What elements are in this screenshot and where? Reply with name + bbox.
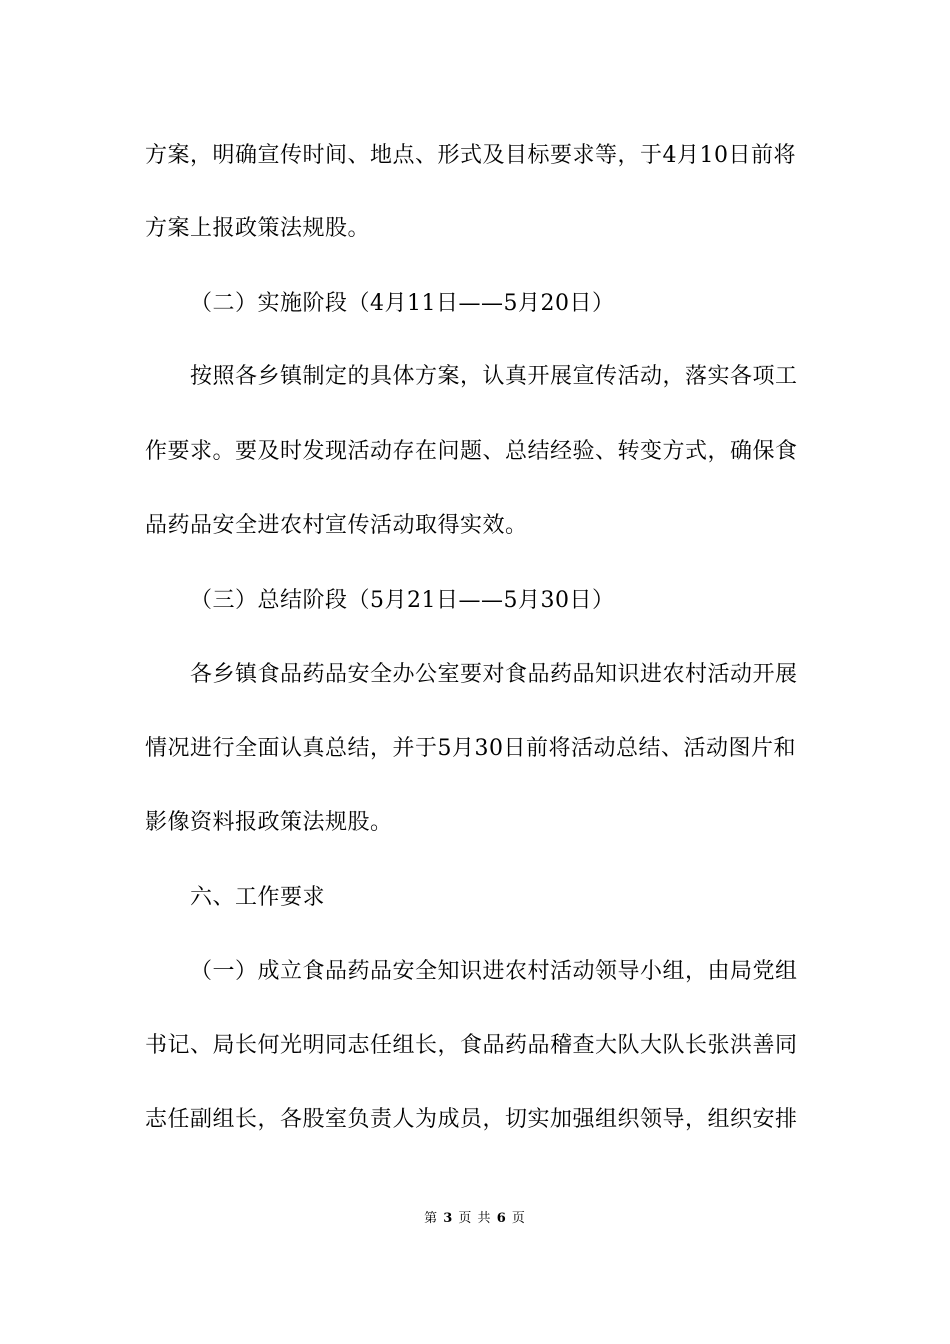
body-line: 影像资料报政策法规股。 [145,810,393,835]
section-heading: 六、工作要求 [190,885,326,910]
footer-middle: 页 共 [458,1211,492,1226]
body-line: （一）成立食品药品安全知识进农村活动领导小组，由局党组 [190,959,798,984]
body-line: 按照各乡镇制定的具体方案，认真开展宣传活动，落实各项工 [190,364,798,389]
section-heading: （三）总结阶段（5月21日——5月30日） [190,588,615,613]
body-line: 作要求。要及时发现活动存在问题、总结经验、转变方式，确保食 [145,439,798,464]
current-page-number: 3 [443,1211,454,1226]
section-heading: （二）实施阶段（4月11日——5月20日） [190,291,615,316]
body-line: 品药品安全进农村宣传活动取得实效。 [145,513,528,538]
footer-prefix: 第 [424,1211,439,1226]
body-line: 书记、局长何光明同志任组长，食品药品稽查大队大队长张洪善同 [145,1033,798,1058]
page-footer [0,1207,950,1226]
body-line: 方案上报政策法规股。 [145,216,371,241]
body-line: 方案，明确宣传时间、地点、形式及目标要求等，于4月10日前将 [145,143,796,168]
body-line: 情况进行全面认真总结，并于5月30日前将活动总结、活动图片和 [145,736,796,761]
body-line: 志任副组长，各股室负责人为成员，切实加强组织领导，组织安排 [145,1107,798,1132]
footer-suffix: 页 [511,1211,526,1226]
body-line: 各乡镇食品药品安全办公室要对食品药品知识进农村活动开展 [190,662,798,687]
total-pages-number: 6 [496,1211,507,1226]
